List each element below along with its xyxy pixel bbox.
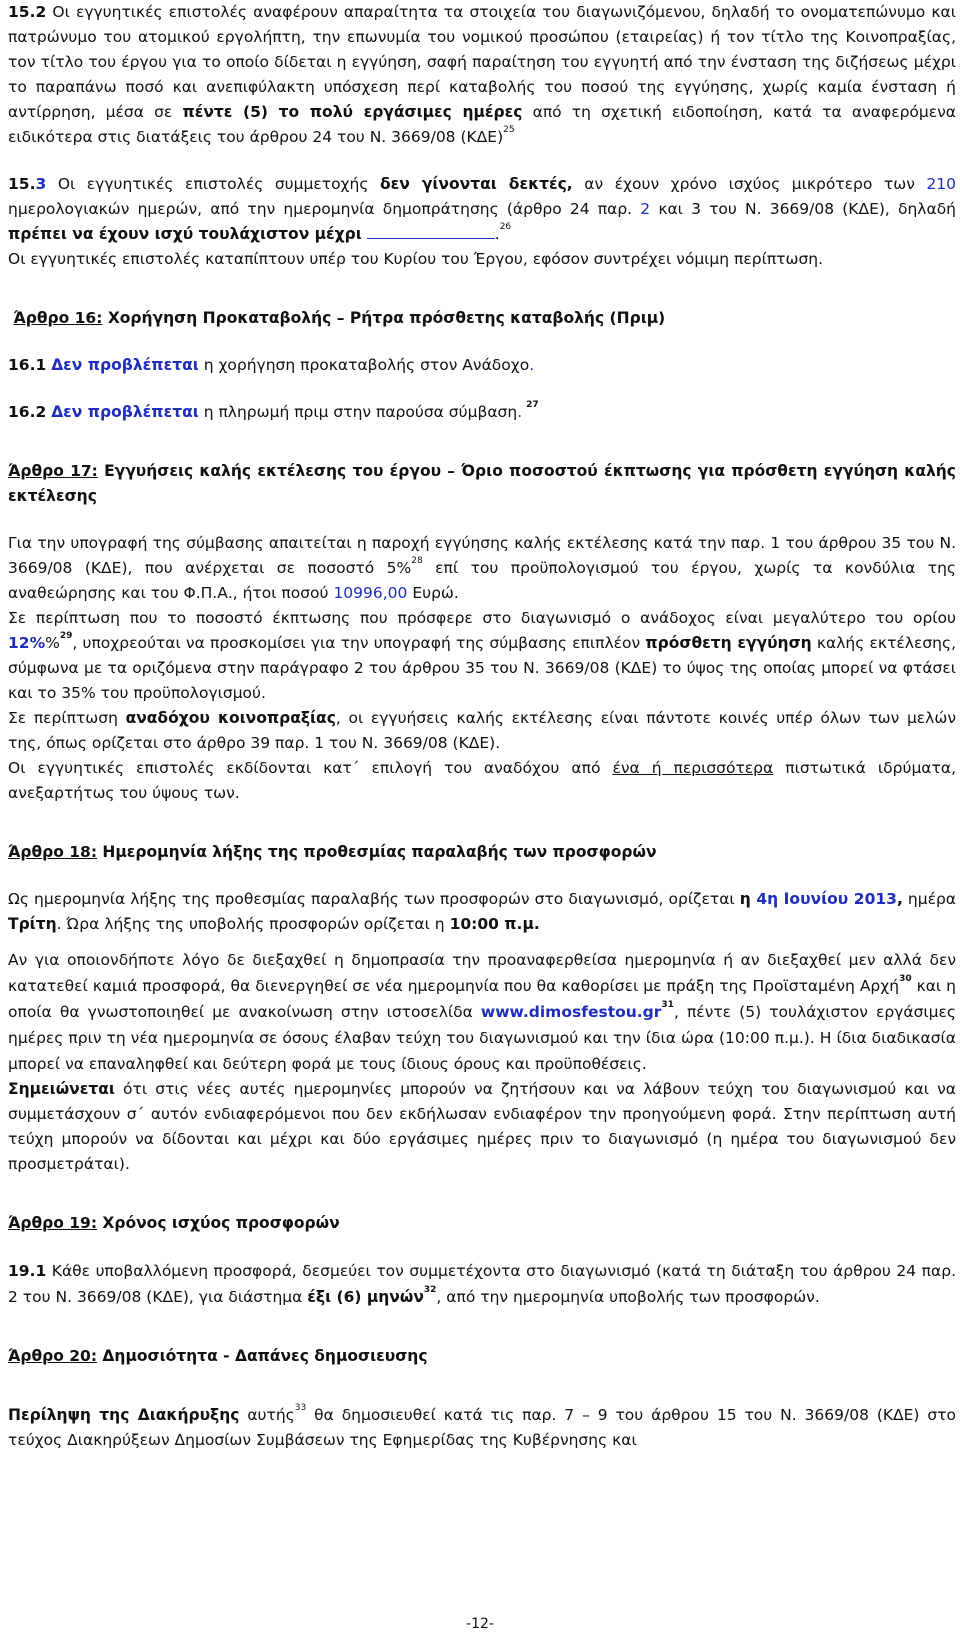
text: % bbox=[45, 634, 60, 652]
bold-text: αναδόχου κοινοπραξίας bbox=[125, 709, 336, 727]
text: αν έχουν χρόνο ισχύος μικρότερο των bbox=[572, 175, 927, 193]
bold-text: Σημειώνεται bbox=[8, 1080, 115, 1098]
deadline-day: Τρίτη bbox=[8, 915, 57, 933]
section-number: 15. bbox=[8, 175, 36, 193]
article-title: Χορήγηση Προκαταβολής – Ρήτρα πρόσθετης καταβολής (Πριμ) bbox=[102, 309, 666, 327]
text: Σε περίπτωση bbox=[8, 709, 126, 727]
text: και η οποία θα γνωστοποιηθεί με ανακοίνωση στην ιστοσελίδα bbox=[8, 977, 956, 1021]
text: Για την υπογραφή της σύμβασης απαιτείται η παροχή εγγύησης καλής εκτέλεσης κατά την παρ. 1 του άρθρου 35 του Ν. 3669/08 (ΚΔΕ), που ανέρχεται σε ποσοστό 5% bbox=[8, 534, 956, 577]
article-title: Ημερομηνία λήξης της προθεσμίας παραλαβής των προσφορών bbox=[97, 843, 657, 861]
text: θα δημοσιευθεί κατά τις παρ. 7 – 9 του άρθρου 15 του Ν. 3669/08 (ΚΔΕ) στο τεύχος Διακηρύξεων Δημοσίων Συμβάσεων της Εφημερίδας της Κυβέρνησης και bbox=[8, 1406, 956, 1449]
bold-text: , bbox=[896, 890, 903, 908]
article-title: Δημοσιότητα - Δαπάνες δημοσιευσης bbox=[97, 1347, 428, 1365]
text: , υποχρεούται να προσκομίσει για την υπογραφή της σύμβασης επιπλέον bbox=[72, 634, 646, 652]
section-number: 16.1 bbox=[8, 356, 47, 374]
paragraph-17-3 bbox=[8, 706, 956, 756]
text: Σε περίπτωση που το ποσοστό έκπτωσης που πρόσφερε στο διαγωνισμό ο ανάδοχος είναι μεγαλύτερο του ορίου bbox=[8, 609, 956, 627]
text: Οι εγγυητικές επιστολές συμμετοχής bbox=[46, 175, 380, 193]
paragraph-15-2 bbox=[8, 0, 956, 150]
text: από τη σχετική ειδοποίηση, κατά τα αναφερόμενα ειδικότερα στις διατάξεις του άρθρου 24 του Ν. 3669/08 (ΚΔΕ) bbox=[8, 103, 957, 146]
bold-text: πέντε (5) το πολύ εργάσιμες ημέρες bbox=[182, 103, 523, 121]
underlined-text: ένα ή περισσότερα bbox=[612, 759, 774, 777]
section-number: 16.2 bbox=[8, 403, 47, 421]
text: Ως ημερομηνία λήξης της προθεσμίας παραλαβής των προσφορών στο διαγωνισμό, ορίζεται bbox=[8, 890, 740, 908]
text: η πληρωμή πριμ στην παρούσα σύμβαση bbox=[198, 403, 518, 421]
paragraph-19-1 bbox=[8, 1258, 956, 1310]
text: . Ώρα λήξης της υποβολής προσφορών ορίζεται η bbox=[56, 915, 450, 933]
article-17-heading bbox=[8, 459, 956, 509]
text: αυτής bbox=[239, 1406, 295, 1424]
footnote-ref[interactable]: 29 bbox=[59, 631, 73, 641]
text: ότι στις νέες αυτές ημερομηνίες μπορούν να ζητήσουν και να λάβουν τεύχη του διαγωνισμού και να συμμετάσχουν σ΄ αυτόν ενδιαφερόμενοι που δεν εκδήλωσαν ενδιαφέρον την προηγούμενη φορά. Στην περίπτωση αυτή τεύχη μπορούν να δίδονται και μέχρι και δύο εργάσιμες ημέρες πριν το διαγωνισμό (η ημέρα του διαγωνισμού δεν προσμετράται). bbox=[8, 1080, 956, 1173]
article-label: Άρθρο 18: bbox=[8, 843, 98, 861]
footnote-ref[interactable]: 27 bbox=[526, 400, 539, 410]
article-20-heading bbox=[8, 1344, 956, 1369]
paragraph-18-1 bbox=[8, 887, 956, 937]
paragraph-16-2 bbox=[8, 400, 956, 425]
article-label: Άρθρο 16: bbox=[13, 309, 103, 327]
paragraph-17-1 bbox=[8, 531, 956, 606]
text: Ευρώ. bbox=[407, 584, 459, 602]
article-title: Χρόνος ισχύος προσφορών bbox=[97, 1214, 340, 1232]
bold-text: δεν γίνονται δεκτές, bbox=[379, 175, 573, 193]
bold-text: πρόσθετη εγγύηση bbox=[645, 634, 812, 652]
article-label: Άρθρο 20: bbox=[8, 1347, 98, 1365]
text: καλής εκτέλεσης, σύμφωνα με τα οριζόμενα στην παράγραφο 2 του άρθρου 35 του Ν. 3669/08 (ΚΔΕ) το ύψος της οποίας μπορεί να φτάσει και το 35% του προϋπολογισμού. bbox=[8, 634, 956, 702]
text: . bbox=[517, 403, 523, 421]
bold-text: Περίληψη της Διακήρυξης bbox=[8, 1406, 240, 1424]
text: Οι εγγυητικές επιστολές αναφέρουν απαραίτητα τα στοιχεία του διαγωνιζόμενου, δηλαδή το ονοματεπώνυμο και πατρώνυμο του ατομικού εργολήπτη, την επωνυμία του νομικού προσώπου (εταιρείας) ή τον τίτλο της Κοινοπραξίας, τον τίτλο του έργου για το οποίο δίδεται η εγγύηση, σαφή παραίτηση του εγγυητή από την ένσταση της διζήσεως μέχρι το παραπάνω ποσό και ανεπιφύλακτη υπόσχεση περί καταβολής του ποσού της εγγύησης, χωρίς καμία ένσταση ή αντίρρηση, μέσα σε bbox=[8, 3, 956, 121]
text: Αν για οποιονδήποτε λόγο δε διεξαχθεί η δημοπρασία την προαναφερθείσα ημερομηνία ή αν διεξαχθεί μεν αλλά δεν κατατεθεί καμιά προσφορά, θα διενεργηθεί σε νέα ημερομηνία που θα καθορίσει με πράξη της Προϊσταμένη Αρχή bbox=[8, 951, 956, 995]
paragraph-ref: 2 bbox=[640, 200, 651, 218]
date-blank[interactable] bbox=[367, 226, 495, 239]
article-19-heading bbox=[8, 1211, 956, 1236]
deadline-date: 4η Ιουνίου 2013 bbox=[756, 890, 897, 908]
text: . bbox=[529, 356, 535, 374]
article-label: Άρθρο 19: bbox=[8, 1214, 98, 1232]
footnote-ref[interactable]: 30 bbox=[899, 974, 912, 984]
text: , από την ημερομηνία υποβολής των προσφορών. bbox=[436, 1288, 820, 1306]
text: Οι εγγυητικές επιστολές εκδίδονται κατ΄ επιλογή του αναδόχου από bbox=[8, 759, 613, 777]
article-label: Άρθρο 17: bbox=[8, 462, 98, 480]
article-title: Εγγυήσεις καλής εκτέλεσης του έργου – Όριο ποσοστού έκπτωσης για πρόσθετη εγγύηση καλής εκτέλεσης bbox=[8, 462, 956, 505]
deadline-time: 10:00 π.μ. bbox=[449, 915, 540, 933]
article-16-heading bbox=[8, 306, 956, 331]
amount-value: 10996,00 bbox=[333, 584, 408, 602]
paragraph-20-1 bbox=[8, 1403, 956, 1453]
document-page bbox=[8, 0, 956, 1453]
bold-text: πρέπει να έχουν ισχύ τουλάχιστον μέχρι bbox=[8, 225, 362, 243]
footnote-ref[interactable]: 26 bbox=[499, 222, 512, 232]
footnote-ref[interactable]: 33 bbox=[294, 1403, 307, 1413]
paragraph-15-3 bbox=[8, 172, 956, 247]
footnote-ref[interactable]: 28 bbox=[411, 556, 423, 566]
section-number: 19.1 bbox=[8, 1262, 47, 1280]
text: , οι εγγυήσεις καλής εκτέλεσης είναι πάντοτε κοινές υπέρ όλων των μελών της, όπως ορίζεται στο άρθρο 39 παρ. 1 του Ν. 3669/08 (ΚΔΕ). bbox=[8, 709, 956, 752]
footnote-ref[interactable]: 25 bbox=[503, 125, 515, 135]
bold-text: η bbox=[739, 890, 757, 908]
paragraph-18-2 bbox=[8, 947, 956, 1077]
paragraph-18-3 bbox=[8, 1077, 956, 1177]
bold-text: έξι (6) μηνών bbox=[307, 1288, 424, 1306]
footnote-ref[interactable]: 32 bbox=[423, 1285, 437, 1295]
text: ημερολογιακών ημερών, από την ημερομηνία δημοπράτησης (άρθρο 24 παρ. bbox=[8, 200, 641, 218]
days-value: 210 bbox=[926, 175, 956, 193]
paragraph-16-1 bbox=[8, 353, 956, 378]
bold-text: Δεν προβλέπεται bbox=[51, 403, 199, 421]
percent-value: 12% bbox=[8, 634, 46, 652]
text: πιστωτικά ιδρύματα, ανεξαρτήτως του ύψους των. bbox=[8, 759, 956, 802]
article-18-heading bbox=[8, 840, 956, 865]
text: και 3 του Ν. 3669/08 (ΚΔΕ), δηλαδή bbox=[650, 200, 957, 218]
page-number: -12- bbox=[466, 1616, 494, 1632]
text: η χορήγηση προκαταβολής στον Ανάδοχο bbox=[198, 356, 530, 374]
text: Κάθε υποβαλλόμενη προσφορά, δεσμεύει τον συμμετέχοντα στο διαγωνισμό (κατά τη διάταξη του άρθρου 24 παρ. 2 του Ν. 3669/08 (ΚΔΕ), για διάστημα bbox=[8, 1262, 956, 1306]
footnote-ref[interactable]: 31 bbox=[661, 1000, 674, 1010]
paragraph-17-2 bbox=[8, 606, 956, 706]
paragraph-15-3-b: Οι εγγυητικές επιστολές καταπίπτουν υπέρ του Κυρίου του Έργου, εφόσον συντρέχει νόμιμη περίπτωση. bbox=[8, 250, 824, 268]
text: επί του προϋπολογισμού του έργου, χωρίς τα κονδύλια της αναθεώρησης και του Φ.Π.Α., ήτοι ποσού bbox=[8, 559, 956, 602]
paragraph-17-4 bbox=[8, 756, 956, 806]
bold-text: Δεν προβλέπεται bbox=[51, 356, 199, 374]
text: . bbox=[494, 225, 500, 243]
section-number-sub: 3 bbox=[35, 175, 47, 193]
website-link[interactable]: www.dimosfestou.gr bbox=[480, 1003, 662, 1021]
text: ημέρα bbox=[902, 890, 957, 908]
section-number: 15.2 bbox=[8, 3, 47, 21]
text: , πέντε (5) τουλάχιστον εργάσιμες ημέρες πριν τη νέα ημερομηνία σε όσους έλαβαν τεύχη του διαγωνισμού και την ίδια ώρα (10:00 π.μ.). Η ίδια διαδικασία μπορεί να επαναληφθεί και δεύτερη φορά με τους ίδιους όρους και προϋποθέσεις. bbox=[8, 1003, 956, 1073]
